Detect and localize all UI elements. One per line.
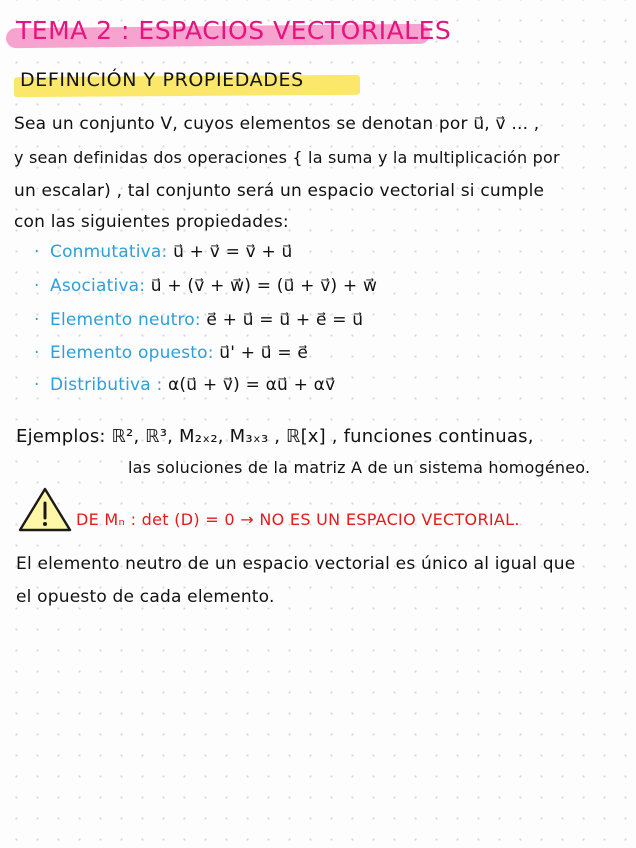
intro-line: y sean definidas dos operaciones { la suma y la multiplicación por [14,148,560,167]
bullet-dot-icon: · [34,375,40,395]
property-item [34,375,335,395]
property-name: Conmutativa: [50,242,168,262]
examples-line: las soluciones de la matriz A de un sistema homogéneo. [128,458,591,477]
property-formula: u⃗ + v⃗ = v⃗ + u⃗ [173,242,293,262]
page-title: TEMA 2 : ESPACIOS VECTORIALES [16,16,452,45]
warning-triangle-icon [16,484,76,536]
intro-line: un escalar) , tal conjunto será un espacio vectorial si cumple [14,181,545,201]
intro-line: Sea un conjunto V, cuyos elementos se denotan por u⃗, v⃗ ... , [14,114,540,134]
property-formula: e⃗ + u⃗ = u⃗ + e⃗ = u⃗ [206,310,364,330]
property-name: Distributiva : [50,375,163,395]
property-formula: α(u⃗ + v⃗) = αu⃗ + αv⃗ [168,375,336,395]
property-item [34,242,293,262]
property-formula: u⃗ + (v⃗ + w⃗) = (u⃗ + v⃗) + w⃗ [150,276,378,296]
bullet-dot-icon: · [34,242,40,262]
property-item [34,343,308,363]
property-formula: u⃗' + u⃗ = e⃗ [219,343,309,363]
subtitle-block [14,66,366,100]
conclusion-line: El elemento neutro de un espacio vectorial es único al igual que [16,554,576,574]
intro-line: con las siguientes propiedades: [14,212,289,232]
warning-text: DE Mₙ : det (D) = 0 → NO ES UN ESPACIO VECTORIAL. [76,510,520,529]
bullet-dot-icon: · [34,276,40,296]
title-block [6,14,452,54]
property-name: Asociativa: [50,276,146,296]
bullet-dot-icon: · [34,310,40,330]
property-name: Elemento neutro: [50,310,201,330]
property-item [34,276,377,296]
property-name: Elemento opuesto: [50,343,214,363]
examples-line: Ejemplos: ℝ², ℝ³, M₂ₓ₂, M₃ₓ₃ , ℝ[x] , funciones continuas, [16,426,534,447]
section-subtitle: DEFINICIÓN Y PROPIEDADES [20,69,304,91]
conclusion-line: el opuesto de cada elemento. [16,587,275,607]
property-item [34,310,363,330]
bullet-dot-icon: · [34,343,40,363]
